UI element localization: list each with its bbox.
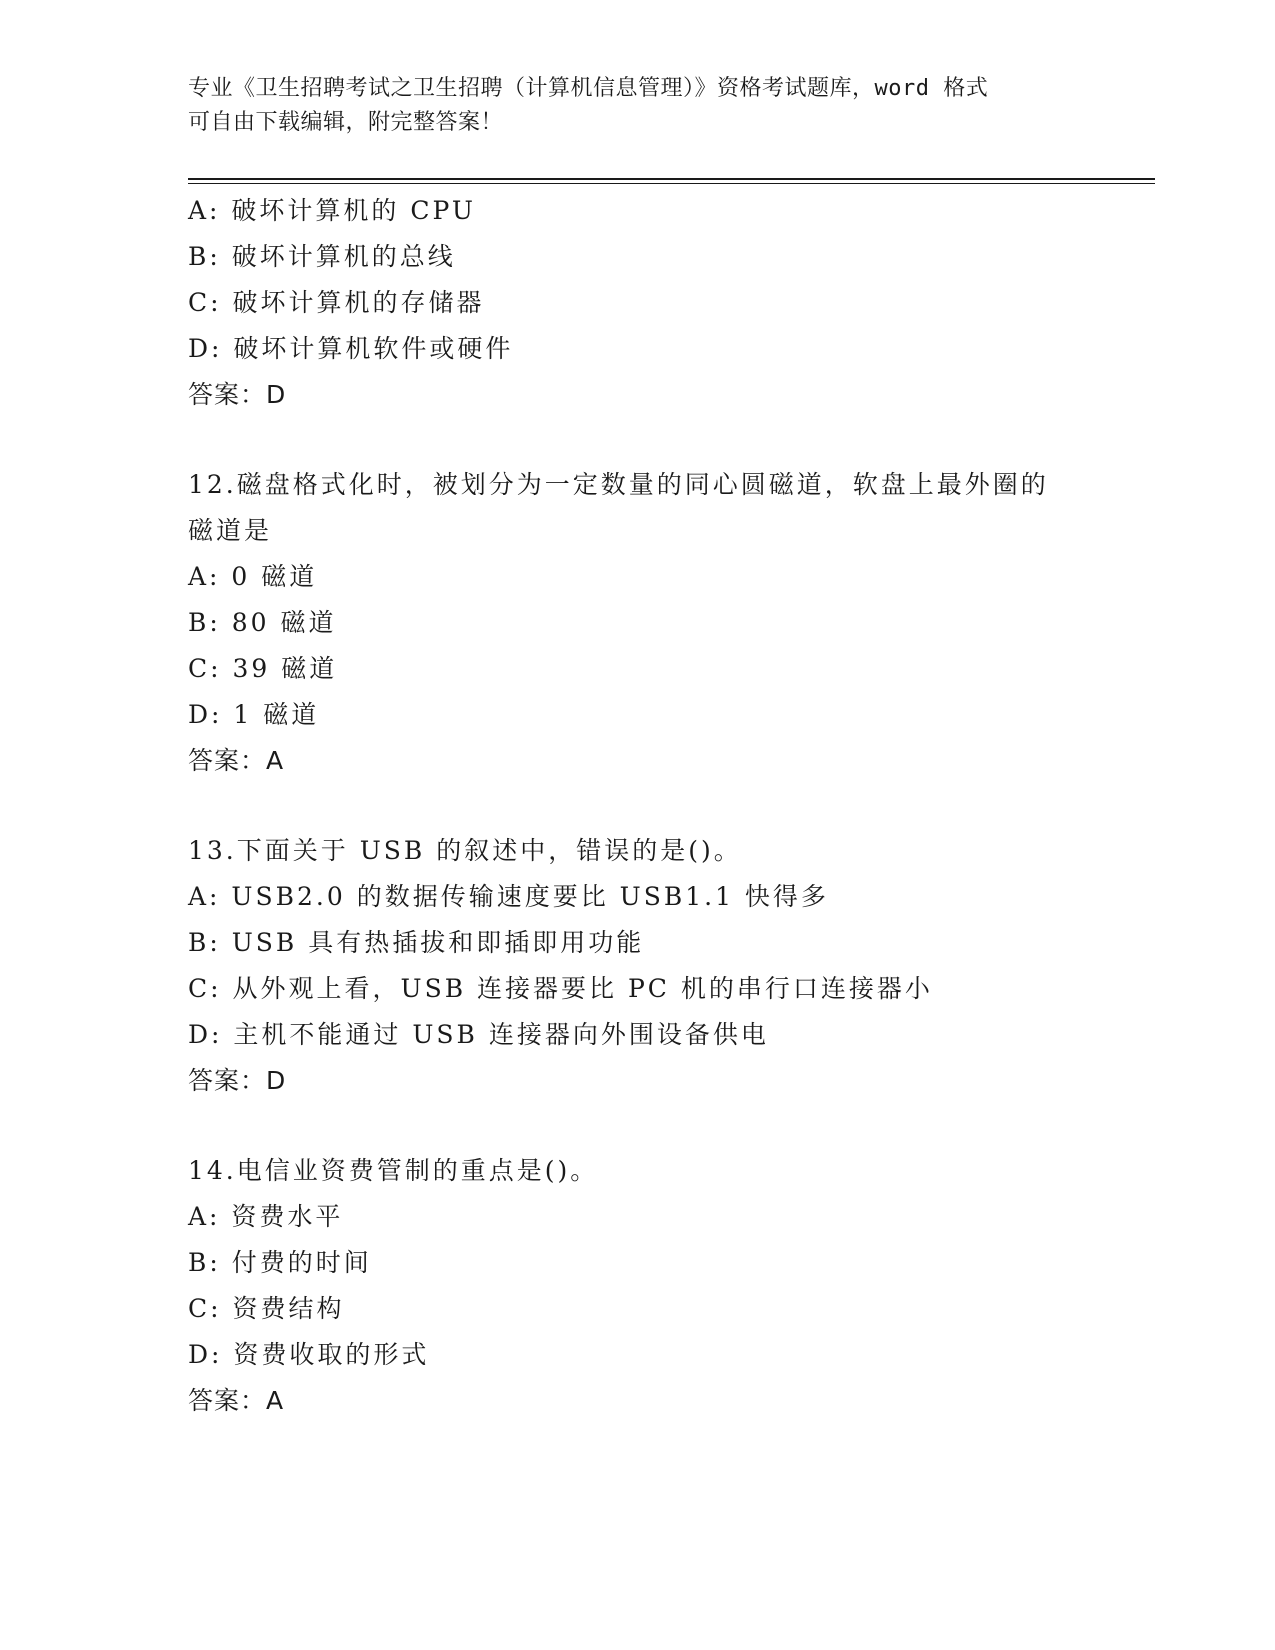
header-title-line-2: 可自由下载编辑，附完整答案！ xyxy=(188,110,504,135)
option-d: D: 1 磁道 xyxy=(188,700,320,729)
option-c: C: 破坏计算机的存储器 xyxy=(188,288,485,317)
option-a: A: 资费水平 xyxy=(188,1202,344,1231)
question-13 xyxy=(188,828,1088,1104)
option-a: A: USB2.0 的数据传输速度要比 USB1.1 快得多 xyxy=(188,882,829,911)
option-c: C: 从外观上看，USB 连接器要比 PC 机的串行口连接器小 xyxy=(188,974,933,1003)
question-14 xyxy=(188,1148,1088,1424)
option-b: B: 破坏计算机的总线 xyxy=(188,242,456,271)
question-list xyxy=(188,188,1088,1424)
option-b: B: USB 具有热插拔和即插即用功能 xyxy=(188,928,645,957)
option-b: B: 付费的时间 xyxy=(188,1248,372,1277)
header-title-line-1: 专业《卫生招聘考试之卫生招聘（计算机信息管理）》资格考试题库，word 格式 xyxy=(188,76,989,101)
header-divider-thin xyxy=(188,183,1155,184)
answer-line: 答案：D xyxy=(188,1066,287,1095)
option-c: C: 39 磁道 xyxy=(188,654,338,683)
option-a: A: 破坏计算机的 CPU xyxy=(188,196,476,225)
document-header xyxy=(188,72,1088,140)
question-stem: 14.电信业资费管制的重点是()。 xyxy=(188,1156,599,1185)
option-d: D: 破坏计算机软件或硬件 xyxy=(188,334,514,363)
option-b: B: 80 磁道 xyxy=(188,608,337,637)
answer-line: 答案：D xyxy=(188,380,287,409)
answer-line: 答案：A xyxy=(188,746,285,775)
question-stem-line-1: 12.磁盘格式化时，被划分为一定数量的同心圆磁道，软盘上最外圈的 xyxy=(188,470,1049,499)
question-11 xyxy=(188,188,1088,418)
question-spacer xyxy=(188,1104,1088,1148)
question-spacer xyxy=(188,784,1088,828)
option-c: C: 资费结构 xyxy=(188,1294,345,1323)
question-stem-line-2: 磁道是 xyxy=(188,516,273,545)
question-spacer xyxy=(188,418,1088,462)
question-12 xyxy=(188,462,1088,784)
option-d: D: 资费收取的形式 xyxy=(188,1340,430,1369)
option-a: A: 0 磁道 xyxy=(188,562,318,591)
answer-line: 答案：A xyxy=(188,1386,285,1415)
header-divider-thick xyxy=(188,178,1155,180)
question-stem: 13.下面关于 USB 的叙述中，错误的是()。 xyxy=(188,836,742,865)
option-d: D: 主机不能通过 USB 连接器向外围设备供电 xyxy=(188,1020,769,1049)
